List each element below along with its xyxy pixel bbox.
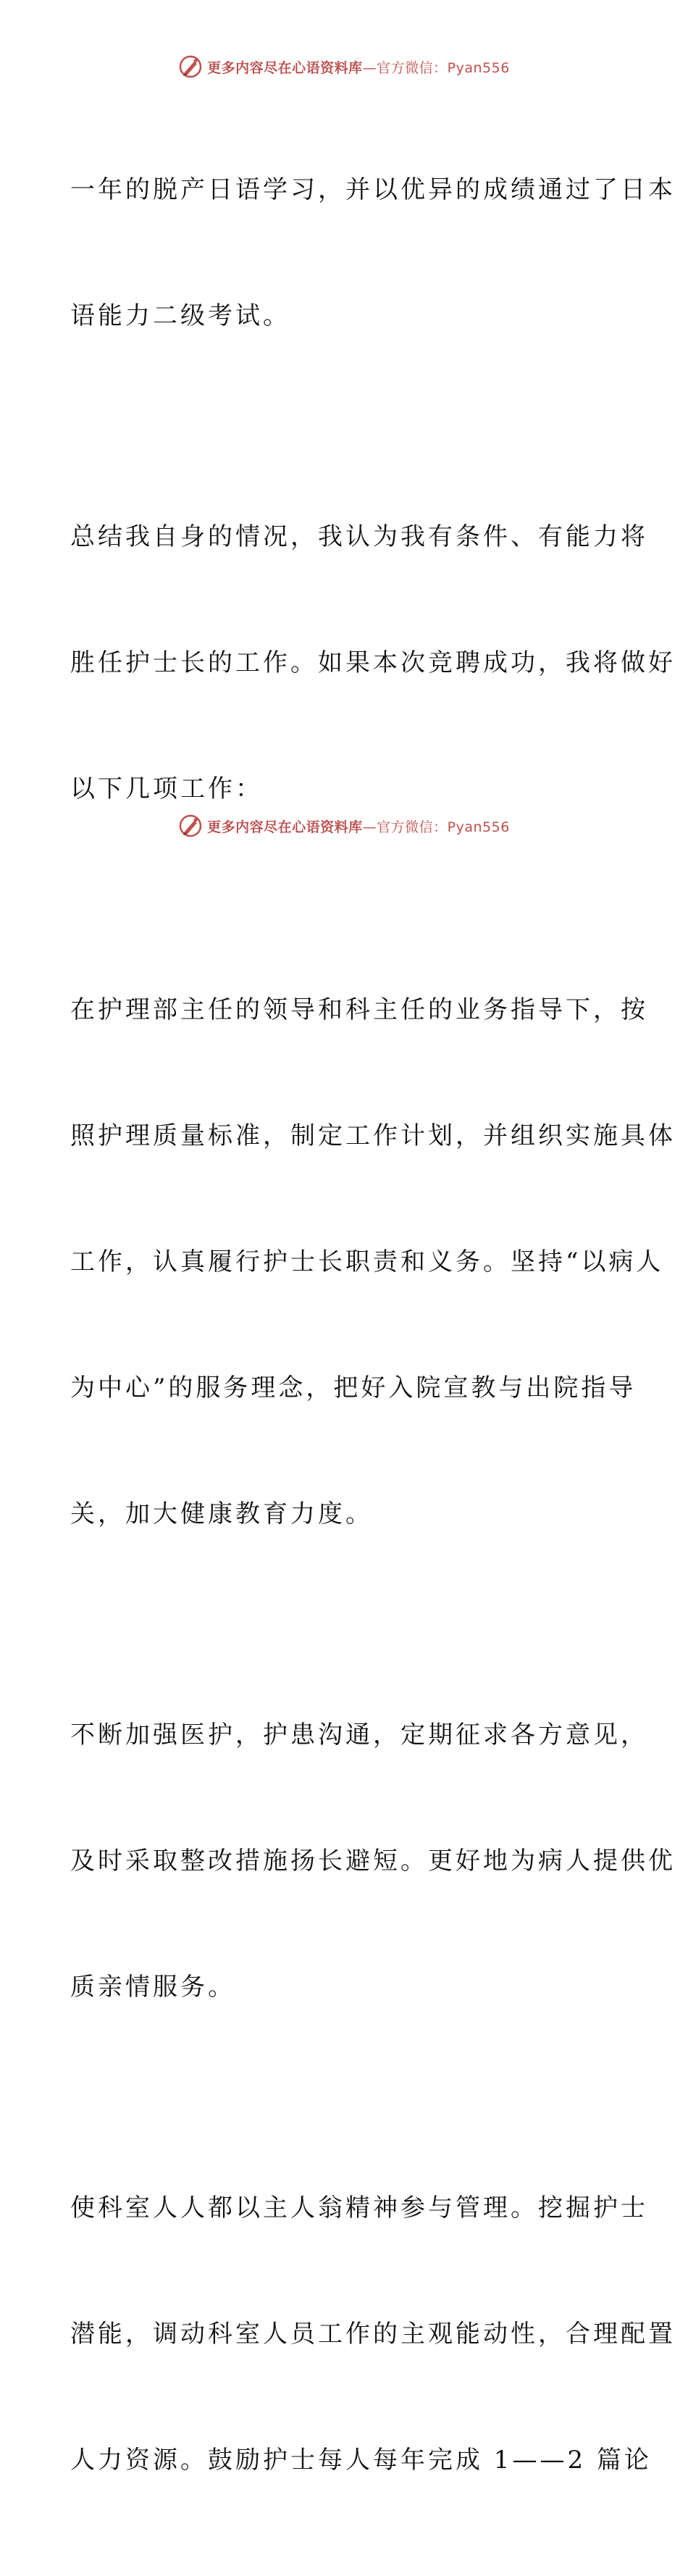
text-line: 语能力二级考试。 [70, 301, 290, 330]
document-body [70, 85, 676, 2576]
text-line: 潜能，调动科室人员工作的主观能动性，合理配置 [70, 2320, 676, 2349]
paragraph [70, 2103, 676, 2565]
text-line: 关，加大健康教育力度。 [70, 1500, 373, 1529]
text-line: 以下几项工作： [70, 774, 263, 803]
paragraph [70, 85, 676, 421]
header-separator: — [362, 59, 377, 76]
text-line: 使科室人人都以主人翁精神参与管理。挖掘护士 [70, 2194, 648, 2222]
header-contact-text: 官方微信：Pyan556 [377, 59, 510, 76]
text-line: 及时采取整改措施扬长避短。更好地为病人提供优 [70, 1847, 676, 1875]
text-line: 工作，认真履行护士长职责和义务。坚持“以病人 [70, 1247, 664, 1276]
footer-watermark [0, 811, 688, 840]
text-line: 不断加强医护，护患沟通，定期征求各方意见， [70, 1720, 648, 1749]
pen-logo-icon [178, 54, 203, 79]
text-line: 人力资源。鼓励护士每人每年完成 1——2 篇论 [70, 2446, 652, 2475]
text-line: 胜任护士长的工作。如果本次竞聘成功，我将做好 [70, 648, 676, 677]
paragraph [70, 1630, 676, 2092]
footer-brand-text: 更多内容尽在心语资料库 [207, 819, 363, 835]
header-brand-text: 更多内容尽在心语资料库 [207, 59, 363, 76]
text-line: 质亲情服务。 [70, 1973, 235, 2002]
text-line: 在护理部主任的领导和科主任的业务指导下，按 [70, 995, 648, 1024]
footer-contact-text: 官方微信：Pyan556 [377, 819, 510, 835]
text-line: 为中心”的服务理念，把好入院宣教与出院指导 [70, 1373, 637, 1402]
pen-logo-icon [178, 814, 203, 838]
text-line: 照护理质量标准，制定工作计划，并组织实施具体 [70, 1121, 676, 1150]
footer-separator: — [362, 819, 377, 835]
header-watermark [0, 52, 688, 81]
text-line: 总结我自身的情况，我认为我有条件、有能力将 [70, 522, 648, 551]
text-line: 一年的脱产日语学习，并以优异的成绩通过了日本 [70, 175, 676, 204]
paragraph [70, 905, 676, 1619]
